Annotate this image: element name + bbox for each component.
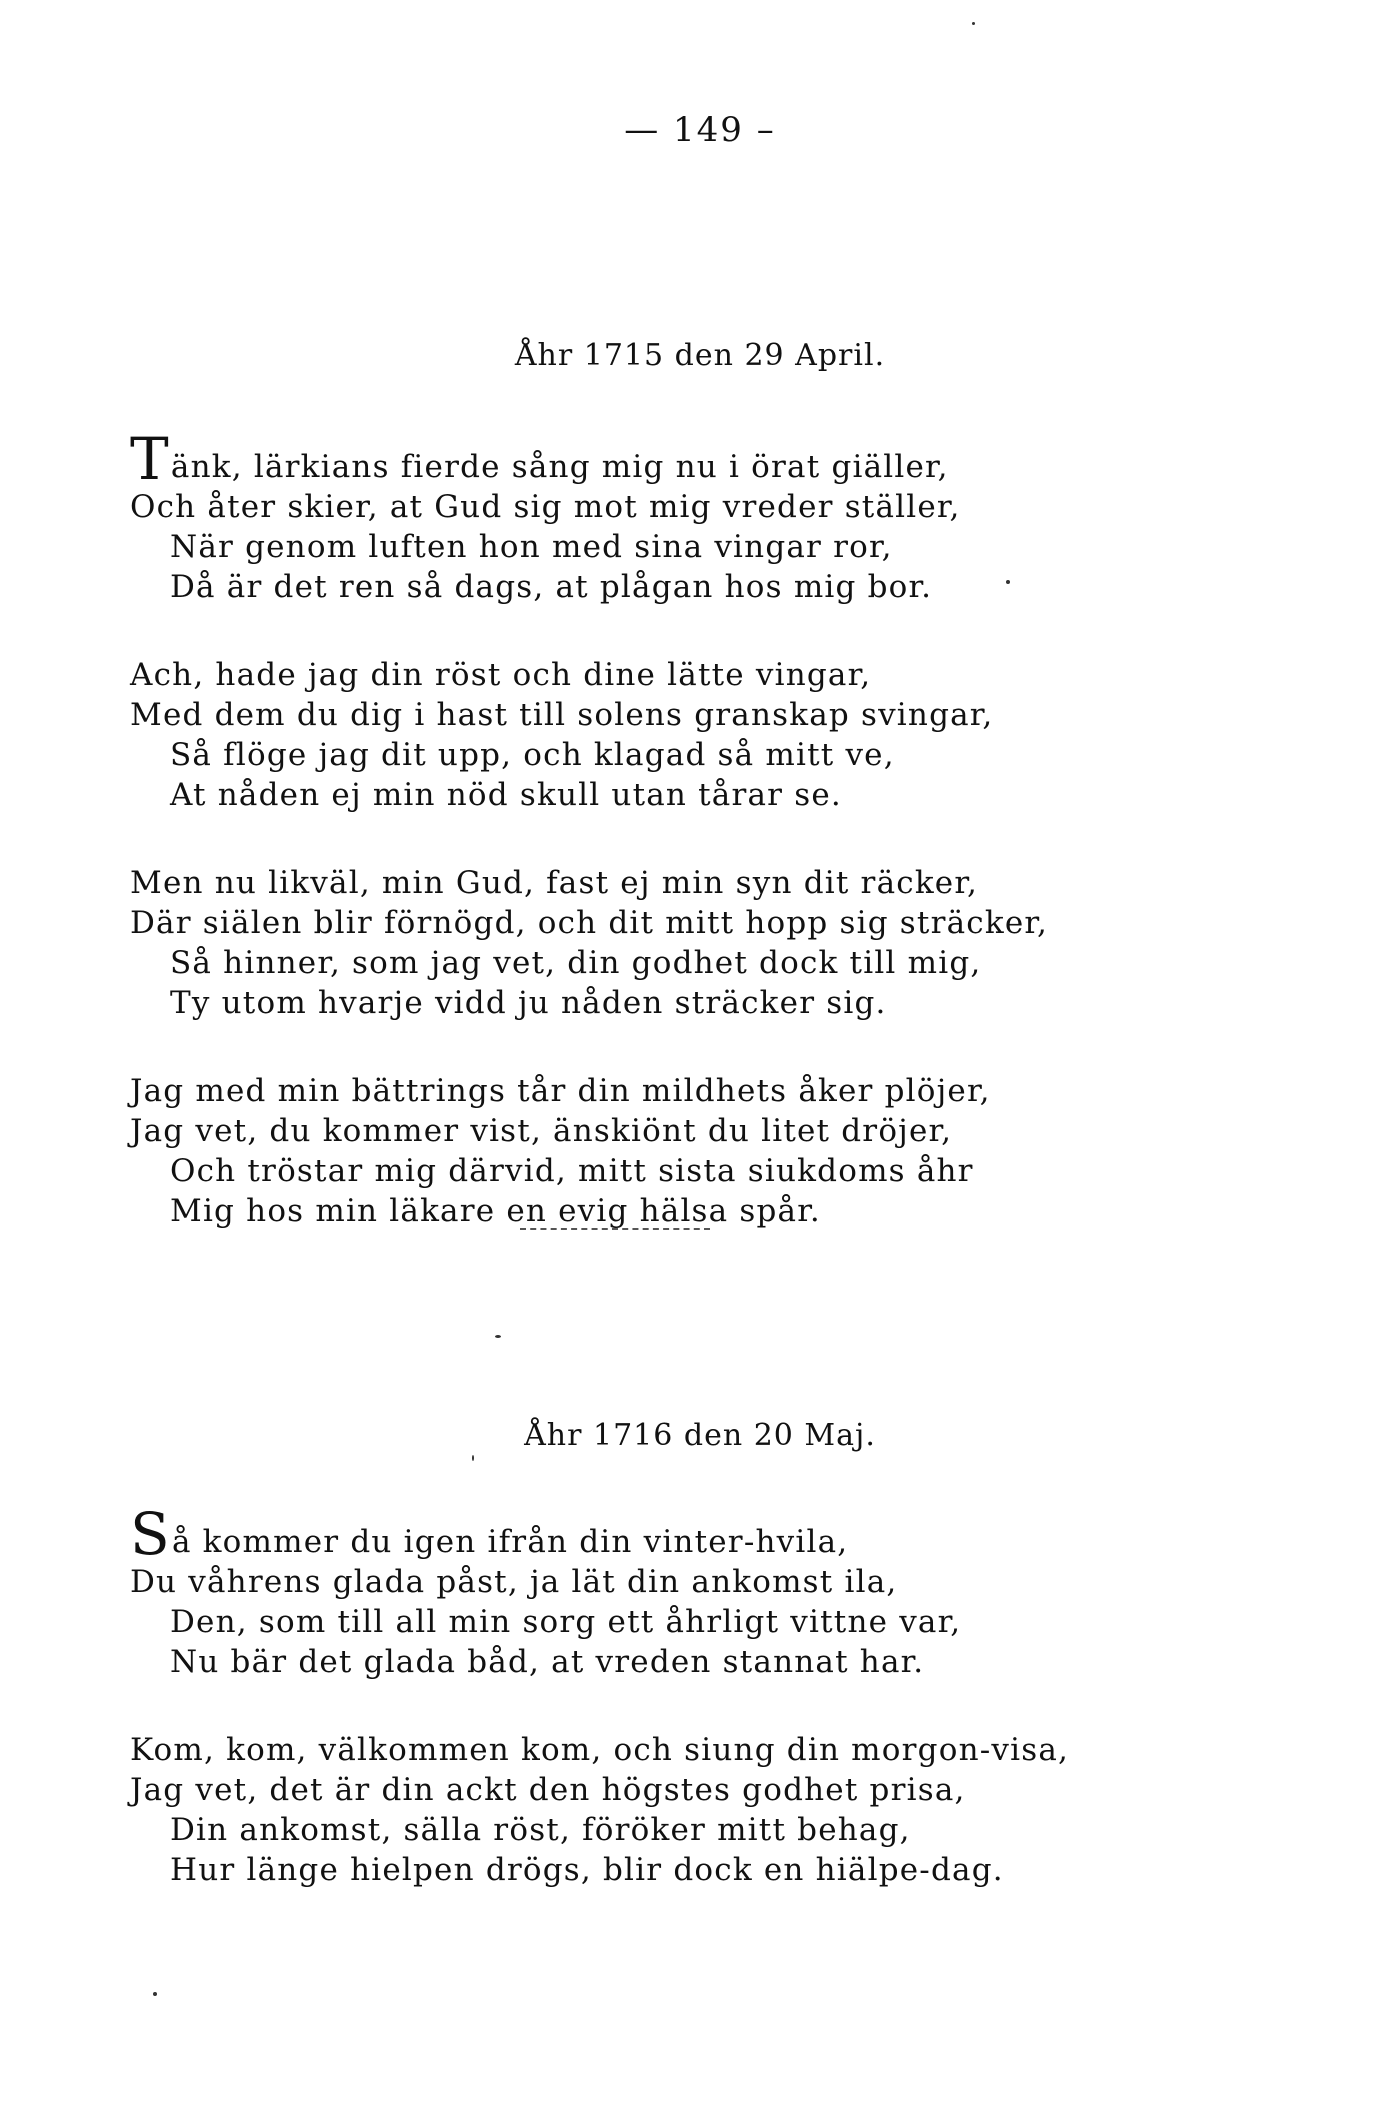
poem-line: Och åter skier, at Gud sig mot mig vreder ställer, [130,489,961,525]
poem-line: Jag vet, det är din ackt den högstes godhet prisa, [130,1772,966,1808]
stanza [130,863,1130,1023]
stanza [130,1500,1130,1682]
scan-speck [1006,580,1010,584]
drop-cap: T [130,425,170,493]
stanza [130,1071,1130,1231]
line-text: änk, lärkians fierde sång mig nu i örat giäller, [170,449,949,485]
poem-line: Så flöge jag dit upp, och klagad så mitt ve, [170,737,895,773]
poem-line: När genom luften hon med sina vingar ror, [170,529,893,565]
drop-cap: S [130,1500,171,1568]
stanza [130,425,1130,607]
poem-line: Men nu likväl, min Gud, fast ej min syn dit räcker, [130,865,979,901]
poem-line: Så hinner, som jag vet, din godhet dock till mig, [170,945,982,981]
poem-2 [130,1500,1130,1938]
poem-line: Där siälen blir förnögd, och dit mitt hopp sig sträcker, [130,905,1049,941]
poem-1 [130,425,1130,1279]
poem-line: Nu bär det glada båd, at vreden stannat har. [170,1644,925,1680]
poem-line: Jag vet, du kommer vist, änskiönt du litet dröjer, [130,1113,953,1149]
poem-line: Då är det ren så dags, at plågan hos mig bor. [170,569,933,605]
poem-line: Ach, hade jag din röst och dine lätte vingar, [130,657,872,693]
poem-line: Jag med min bättrings tår din mildhets åker plöjer, [130,1073,991,1109]
poem-line: Med dem du dig i hast till solens granskap svingar, [130,697,994,733]
poem-line: At nåden ej min nöd skull utan tårar se. [170,777,842,813]
section-divider [520,1228,710,1230]
poem-line: Ty utom hvarje vidd ju nåden sträcker sig. [170,985,887,1021]
scan-speck [472,1455,474,1461]
poem-line: Din ankomst, sälla röst, föröker mitt behag, [170,1812,911,1848]
poem-line: Kom, kom, välkommen kom, och siung din morgon-visa, [130,1732,1070,1768]
stanza [130,655,1130,815]
poem-line: Och tröstar mig därvid, mitt sista siukdoms åhr [170,1153,974,1189]
poem-line [130,1500,1130,1568]
poem-line: Du våhrens glada påst, ja lät din ankomst ila, [130,1564,898,1600]
stanza [130,1730,1130,1890]
poem-line [130,425,1130,493]
scan-speck [153,1992,157,1996]
line-text: å kommer du igen ifrån din vinter-hvila, [171,1524,849,1560]
section-heading-1: Åhr 1715 den 29 April. [514,338,886,373]
poem-line: Hur länge hielpen drögs, blir dock en hiälpe-dag. [170,1852,1004,1888]
scan-speck [972,22,975,25]
scan-speck [495,1335,501,1338]
poem-line: Den, som till all min sorg ett åhrligt vittne var, [170,1604,962,1640]
page-number: — 149 – [624,110,776,150]
poem-line: Mig hos min läkare en evig hälsa spår. [170,1193,821,1229]
section-heading-2: Åhr 1716 den 20 Maj. [524,1418,876,1453]
